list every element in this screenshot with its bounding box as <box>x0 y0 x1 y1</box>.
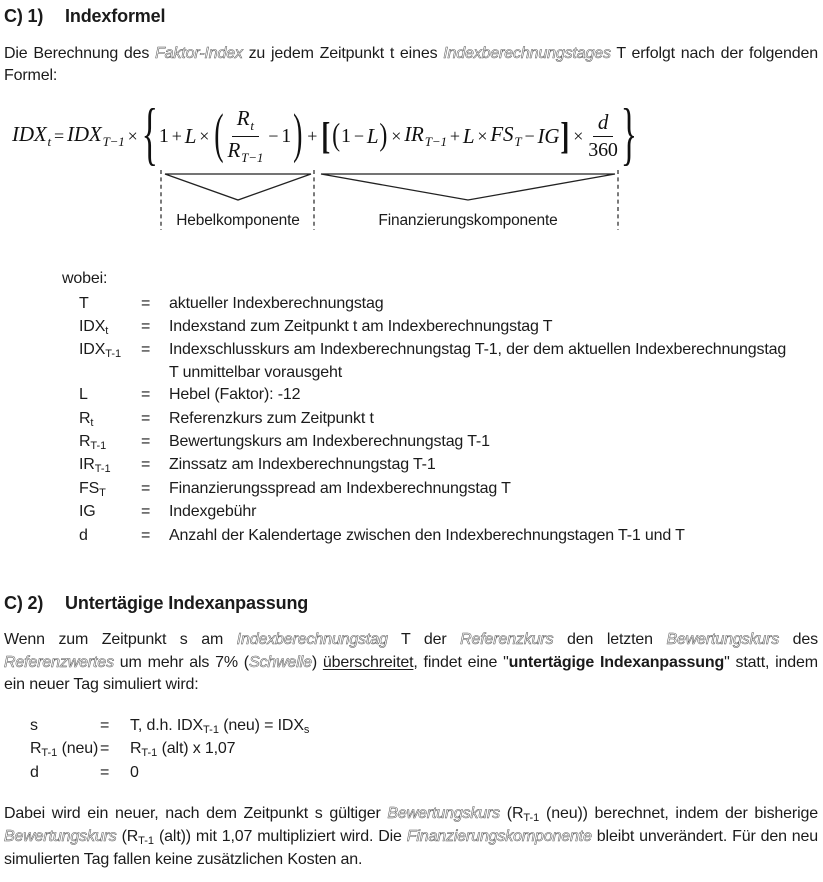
closing-text: (neu)) berechnet, indem der bisherige <box>539 804 819 822</box>
times-sign: × <box>477 125 488 146</box>
number-one: 1 <box>158 124 169 147</box>
intro-text: , findet eine " <box>413 653 509 671</box>
def-symbol: L <box>79 386 88 404</box>
leverage-symbol: L <box>462 123 475 148</box>
closing-text: Dabei wird ein neuer, nach dem Zeitpunkt s gültiger <box>4 804 388 822</box>
close-paren: ) <box>293 105 303 166</box>
def-text: Finanzierungsspread am Indexberechnungstag T <box>169 479 511 497</box>
def-symbol: d <box>79 526 88 544</box>
interest-rate-symbol: $IR_{T-1}$ <box>404 122 447 150</box>
subscript-t-1: T-1 <box>523 811 540 824</box>
sim-row <box>30 738 818 762</box>
term-bewertungskurs: Bewertungskurs <box>4 827 117 845</box>
def-text: aktueller Indexberechnungstag <box>169 294 384 312</box>
day-count-fraction: $\frac{d}{360}$ <box>588 110 618 162</box>
index-formula <box>12 97 818 174</box>
intro-text: des <box>779 631 818 649</box>
minus-sign: − <box>524 125 535 146</box>
def-text: Anzahl der Kalendertage zwischen den Indexberechnungstagen T-1 und T <box>169 526 685 544</box>
definition-row <box>79 384 818 407</box>
intro-text: den letzten <box>553 631 667 649</box>
sim-value: 0 <box>130 763 139 781</box>
closing-paragraph <box>4 803 818 872</box>
term-referenzkurs: Referenzkurs <box>460 631 554 649</box>
number-one: 1 <box>340 124 351 147</box>
index-fee-symbol: IG <box>537 123 560 148</box>
intro-text: ) <box>311 653 323 671</box>
sim-value: RT-1 (alt) x 1,07 <box>130 740 236 760</box>
intro-text: Die Berechnung des <box>4 44 156 62</box>
def-symbol: FST <box>79 479 106 499</box>
intro-text: um mehr als 7% ( <box>113 653 249 671</box>
times-sign: × <box>127 125 138 146</box>
section-1-intro-paragraph <box>4 43 818 88</box>
plus-sign: + <box>449 125 460 146</box>
plus-sign: + <box>171 125 182 146</box>
intro-text: Wenn zum Zeitpunkt s am <box>4 631 237 649</box>
def-text: Zinssatz am Indexberechnungstag T-1 <box>169 456 436 474</box>
section-1-heading <box>4 5 818 28</box>
def-symbol: IG <box>79 503 96 521</box>
subscript-t-1: T-1 <box>138 834 155 847</box>
sim-symbol: RT-1 (neu) <box>30 740 99 760</box>
minus-sign: − <box>268 125 279 146</box>
term-indexberechnungstag: Indexberechnungstag <box>236 631 388 649</box>
formula-component-annotation <box>4 168 818 234</box>
sim-value: T, d.h. IDXT-1 (neu) = IDXs <box>130 716 310 736</box>
section-1-number: C) 1) <box>4 6 44 26</box>
definition-row <box>79 431 818 454</box>
closing-text: bleibt unverändert. Für den neu simulierten Tag fallen keine zusätzlichen Kosten an. <box>4 827 819 869</box>
def-equals: = <box>141 386 151 404</box>
times-sign: × <box>199 125 210 146</box>
times-sign: × <box>573 125 584 146</box>
hebel-underbrace-triangle <box>165 174 311 200</box>
open-brace: { <box>141 97 158 174</box>
formula-lhs: $IDX_t$ <box>12 122 52 150</box>
close-brace: } <box>620 97 637 174</box>
definition-row <box>79 478 818 501</box>
def-symbol: IDXT-1 <box>79 341 122 361</box>
def-symbol: IDXt <box>79 318 109 338</box>
sim-row <box>30 762 818 785</box>
definition-row <box>79 293 818 316</box>
definitions-list <box>79 293 818 548</box>
intro-text: T der <box>387 631 461 649</box>
finanz-label: Finanzierungskomponente <box>378 212 558 230</box>
def-equals: = <box>141 456 151 474</box>
section-2-number: C) 2) <box>4 592 44 613</box>
close-paren: ) <box>379 119 388 154</box>
intro-text: " statt, indem ein neuer Tag simuliert wird: <box>4 653 818 694</box>
def-symbol: Rt <box>79 409 94 429</box>
definition-row <box>79 501 818 524</box>
times-sign: × <box>391 125 402 146</box>
wobei-label: wobei: <box>62 270 108 288</box>
open-paren: ( <box>332 119 340 154</box>
term-finanzierungskomponente: Finanzierungskomponente <box>406 827 592 845</box>
def-symbol: T <box>79 294 89 312</box>
sim-symbol: s <box>30 716 38 734</box>
formula-idx-t1: $IDX_{T-1}$ <box>67 122 125 150</box>
section-2-title: Untertägige Indexanpassung <box>65 592 309 613</box>
closing-text: (R <box>500 804 524 822</box>
reference-price-fraction: $\frac{R_t}{R_{T-1}}$ <box>227 106 264 165</box>
section-1-title: Indexformel <box>65 6 166 26</box>
term-referenzwertes: Referenzwertes <box>4 653 114 671</box>
section-2-heading <box>4 592 818 615</box>
def-text: Indexstand zum Zeitpunkt t am Indexberechnungstag T <box>169 318 553 336</box>
financing-spread-symbol: $FS_T$ <box>490 122 522 150</box>
definition-row <box>79 454 818 477</box>
term-indexberechnungstages: Indexberechnungstages <box>443 44 611 62</box>
def-equals: = <box>141 479 151 497</box>
definition-row <box>79 316 818 339</box>
def-text: Indexschlusskurs am Indexberechnungstag T-1, der dem aktuellen Indexberechnungstag T unmittelbar vorausgeht <box>169 341 787 381</box>
term-schwelle: Schwelle <box>248 653 312 671</box>
def-text: Bewertungskurs am Indexberechnungstag T-1 <box>169 433 490 451</box>
term-bewertungskurs: Bewertungskurs <box>387 804 501 822</box>
sim-equals: = <box>100 716 110 734</box>
section-2-intro-paragraph <box>4 629 818 696</box>
def-equals: = <box>141 503 151 521</box>
number-one: 1 <box>281 124 292 147</box>
open-paren: ( <box>214 105 224 166</box>
term-faktor-index: Faktor-Index <box>155 44 243 62</box>
def-equals: = <box>141 526 151 544</box>
plus-sign: + <box>307 125 318 146</box>
underlined-ueberschreitet: überschreitet <box>322 653 414 671</box>
sim-row <box>30 715 818 739</box>
term-bewertungskurs: Bewertungskurs <box>666 631 780 649</box>
definition-row <box>79 408 818 431</box>
hebel-label: Hebelkomponente <box>176 212 300 230</box>
def-text: Indexgebühr <box>169 503 257 521</box>
sim-symbol: d <box>30 763 39 781</box>
finanz-underbrace-triangle <box>321 174 615 200</box>
def-equals: = <box>141 341 151 359</box>
definition-row <box>79 339 818 384</box>
closing-text: (R <box>116 827 139 845</box>
open-bracket: [ <box>321 114 331 157</box>
def-symbol: IRT-1 <box>79 456 111 476</box>
definition-row <box>79 525 818 548</box>
leverage-symbol: L <box>366 123 379 148</box>
def-equals: = <box>141 433 151 451</box>
intro-text: zu jedem Zeitpunkt t eines <box>242 44 444 62</box>
closing-text: (alt)) mit 1,07 multipliziert wird. Die <box>154 827 407 845</box>
close-bracket: ] <box>560 114 570 157</box>
simulation-list <box>30 715 818 785</box>
equals-sign: = <box>54 125 65 146</box>
sim-equals: = <box>100 740 110 758</box>
minus-sign: − <box>353 125 364 146</box>
sim-equals: = <box>100 763 110 781</box>
def-text: Hebel (Faktor): -12 <box>169 386 301 404</box>
leverage-symbol: L <box>184 123 197 148</box>
intro-text: T erfolgt nach der folgenden Formel: <box>4 44 818 84</box>
def-equals: = <box>141 318 151 336</box>
def-equals: = <box>141 409 151 427</box>
def-text: Referenzkurs zum Zeitpunkt t <box>169 409 374 427</box>
bold-untertaegige-indexanpassung: untertägige Indexanpassung <box>508 653 725 671</box>
def-symbol: RT-1 <box>79 433 107 453</box>
def-equals: = <box>141 294 151 312</box>
